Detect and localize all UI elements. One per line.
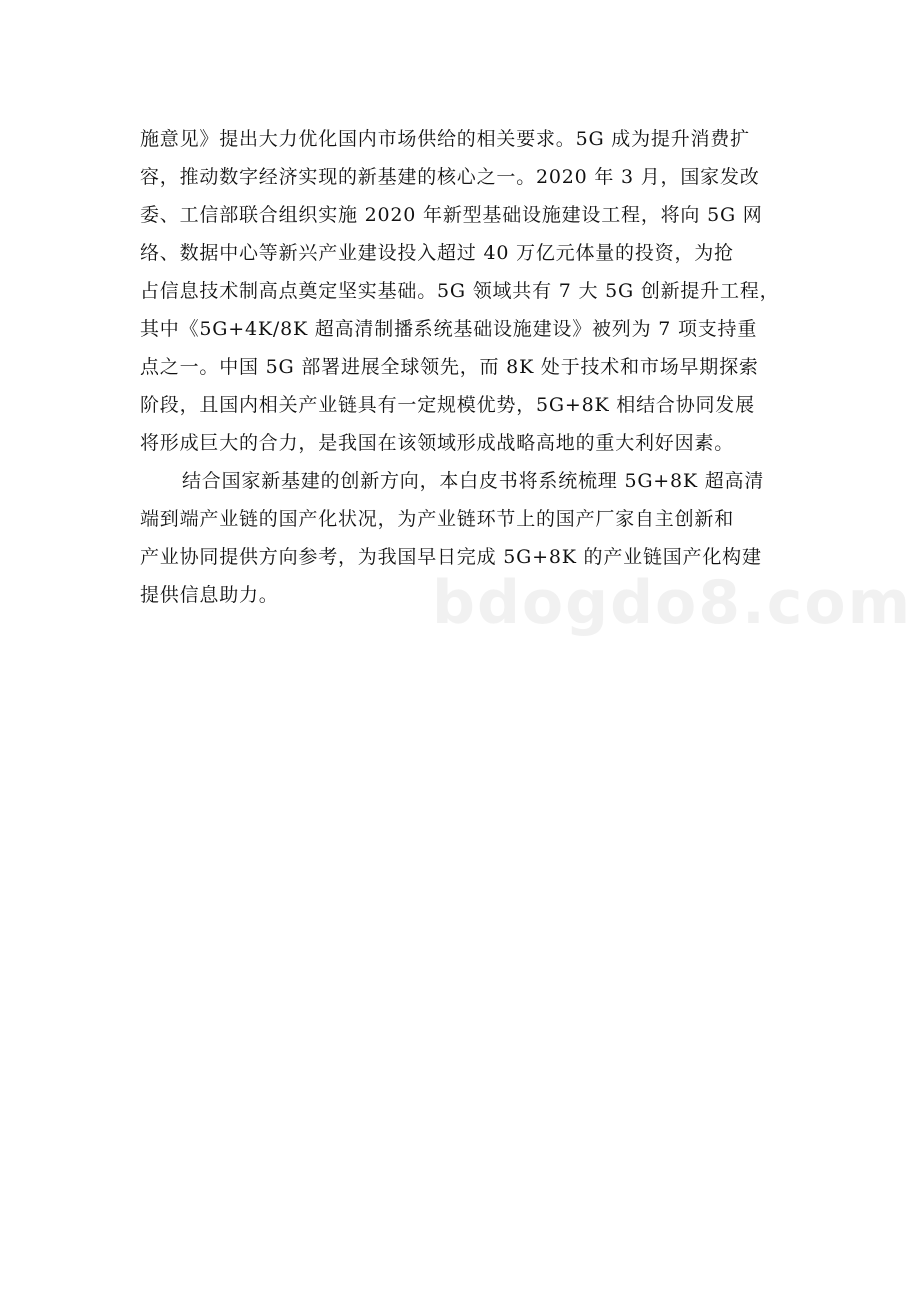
text-line: 提供信息助力。 [140, 584, 279, 606]
paragraph-first-line: 结合国家新基建的创新方向，本白皮书将系统梳理 5G+8K 超高清 [182, 470, 765, 492]
text-line: 占信息技术制高点奠定坚实基础。5G 领域共有 7 大 5G 创新提升工程， [140, 280, 780, 302]
body-text [140, 120, 782, 614]
text-line: 点之一。中国 5G 部署进展全球领先，而 8K 处于技术和市场早期探索 [140, 356, 759, 378]
text-line: 络、数据中心等新兴产业建设投入超过 40 万亿元体量的投资，为抢 [140, 242, 734, 264]
text-line: 其中《5G+4K/8K 超高清制播系统基础设施建设》被列为 7 项支持重 [140, 318, 758, 340]
text-line: 阶段，且国内相关产业链具有一定规模优势，5G+8K 相结合协同发展 [140, 394, 755, 416]
text-line: 容，推动数字经济实现的新基建的核心之一。2020 年 3 月，国家发改 [140, 166, 760, 188]
text-line: 委、工信部联合组织实施 2020 年新型基础设施建设工程，将向 5G 网 [140, 204, 763, 226]
text-line: 将形成巨大的合力，是我国在该领域形成战略高地的重大利好因素。 [140, 432, 735, 454]
text-line: 施意见》提出大力优化国内市场供给的相关要求。5G 成为提升消费扩 [140, 128, 750, 150]
text-line: 端到端产业链的国产化状况，为产业链环节上的国产厂家自主创新和 [140, 508, 735, 530]
text-line: 产业协同提供方向参考，为我国早日完成 5G+8K 的产业链国产化构建 [140, 546, 762, 568]
watermark: bdogdo8.com [432, 568, 913, 638]
